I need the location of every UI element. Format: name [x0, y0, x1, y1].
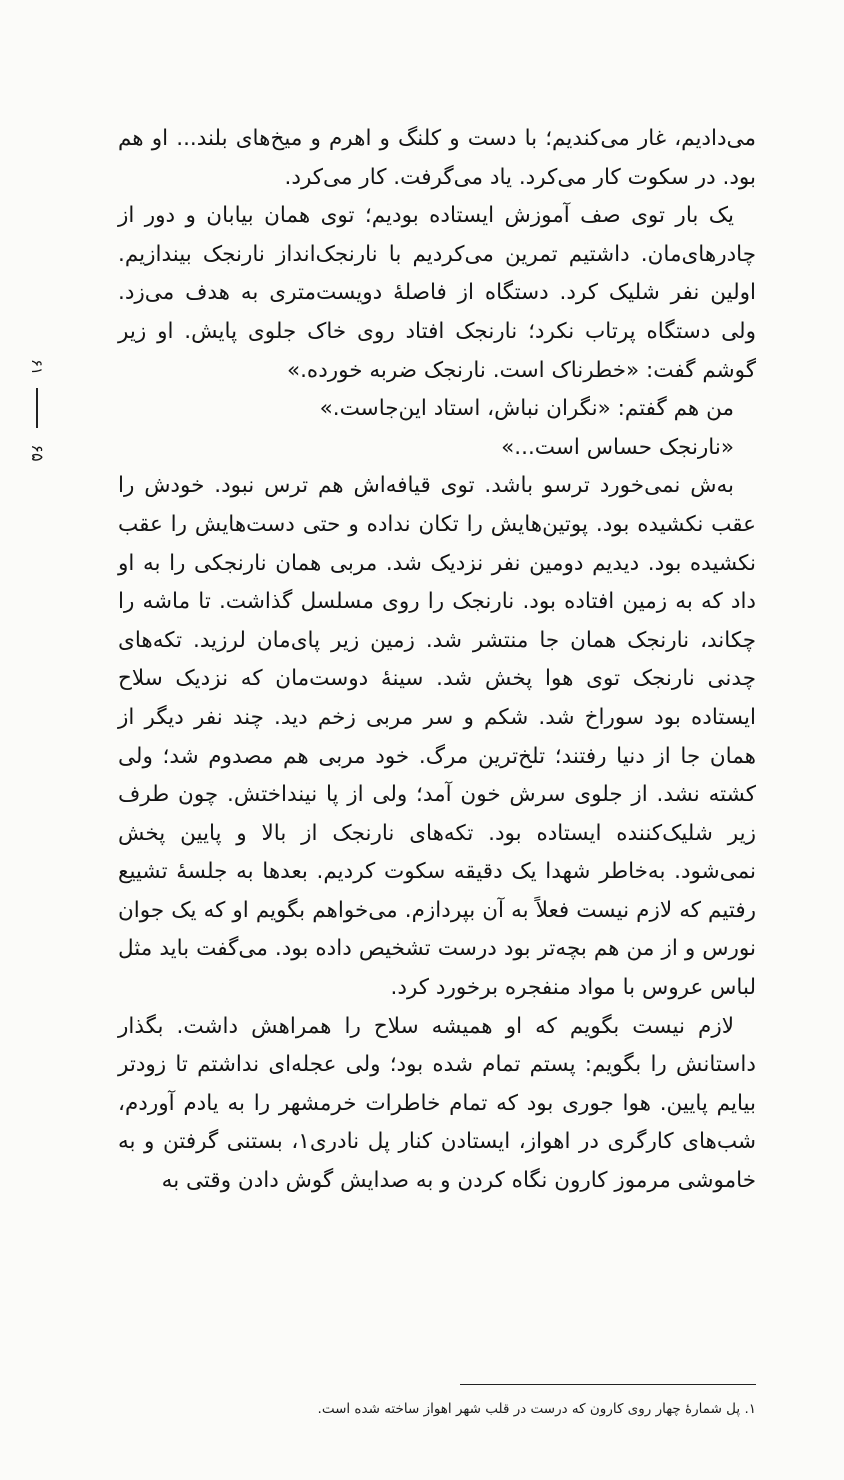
paragraph: من هم گفتم: «نگران نباش، استاد این‌جاست.»: [319, 396, 734, 422]
footnote-divider: [460, 1384, 756, 1385]
footnote: ۱. پل شمارهٔ چهار روی کارون که درست در قلب شهر اهواز ساخته شده است.: [317, 1401, 756, 1417]
margin-divider: [36, 388, 38, 428]
chapter-marker: ۶۱: [28, 358, 46, 376]
main-text: [118, 120, 756, 1201]
page-margin-marker: [22, 356, 52, 476]
paragraph: لازم نیست بگویم که او همیشه سلاح را همراهش داشت. بگذار داستانش را بگویم: پستم تمام شده بود؛ ولی عجله‌ای نداشتم تا زودتر بیایم پایین. هوا جوری بود که تمام خاطرات خرمشهر را به یادم آوردم، شب‌های کارگری در اهواز، ایستادن کنار پل نادری۱، بستنی گرفتن و به خاموشی مرموز کارون نگاه کردن و به صدایش گوش دادن وقتی به: [118, 1013, 756, 1194]
page-number: ۶۵: [28, 444, 47, 462]
paragraph: «نارنجک حساس است...»: [501, 434, 734, 460]
paragraph: به‌ش نمی‌خورد ترسو باشد. توی قیافه‌اش هم ترس نبود. خودش را عقب نکشیده بود. پوتین‌هایش را تکان نداده و حتی دست‌هایش را عقب نکشیده بود. دیدیم دومین نفر نزدیک شد. مربی همان نارنجکی را به او داد که به زمین افتاده بود. نارنجک را روی مسلسل گذاشت. تا ماشه را چکاند، نارنجک همان جا منتشر شد. زمین زیر پای‌مان لرزید. تکه‌های چدنی نارنجک توی هوا پخش شد. سینهٔ دوست‌مان که نزدیک سلاح ایستاده بود سوراخ شد. شکم و سر مربی زخم دید. چند نفر دیگر از همان جا از دنیا رفتند؛ تلخ‌ترین مرگ. خود مربی هم مصدوم شد؛ ولی کشته نشد. از جلوی سرش خون آمد؛ ولی از پا نینداختش. چون طرف زیر شلیک‌کننده ایستاده بود. تکه‌های نارنجک از بالا و پایین پخش نمی‌شود. به‌خاطر شهدا یک دقیقه سکوت کردیم. بعدها به جلسهٔ تشییع رفتیم که لازم نیست فعلاً به آن بپردازم. می‌خواهم بگویم او که یک جوان نورس و از من هم بچه‌تر بود درست تشخیص داده بود. می‌گفت باید مثل لباس عروس با مواد منفجره برخورد کرد.: [118, 473, 756, 1001]
paragraph: یک بار توی صف آموزش ایستاده بودیم؛ توی همان بیابان و دور از چادرهای‌مان. داشتیم تمرین می‌کردیم با نارنجک‌انداز نارنجک بیندازیم. اولین نفر شلیک کرد. دستگاه از فاصلهٔ دویست‌متری به هدف می‌زد. ولی دستگاه پرتاب نکرد؛ نارنجک افتاد روی خاک جلوی پایش. او زیر گوشم گفت: «خطرناک است. نارنجک ضربه خورده.»: [118, 203, 756, 383]
paragraph: می‌دادیم، غار می‌کندیم؛ با دست و کلنگ و اهرم و میخ‌های بلند... او هم بود. در سکوت کار می‌کرد. یاد می‌گرفت. کار می‌کرد.: [118, 126, 756, 190]
